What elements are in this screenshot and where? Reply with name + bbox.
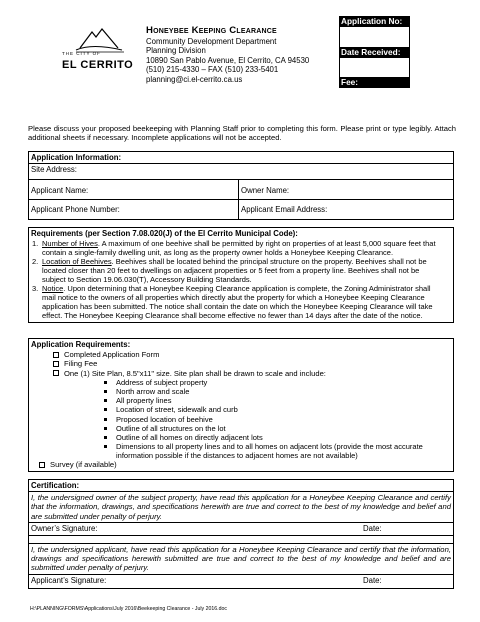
section-heading: Application Requirements: — [31, 340, 131, 349]
applicant-date-field[interactable]: Date: — [363, 575, 382, 585]
list-item — [104, 387, 441, 396]
checklist-item[interactable] — [29, 359, 453, 368]
site-plan-list — [29, 378, 453, 460]
item-text — [42, 257, 453, 284]
divider — [29, 536, 453, 544]
checkbox[interactable] — [53, 370, 59, 376]
list-item — [32, 284, 453, 320]
checkbox[interactable] — [53, 361, 59, 367]
checklist-item[interactable] — [29, 369, 453, 378]
application-requirements-section — [28, 338, 454, 472]
list-item — [104, 396, 441, 405]
list-item-label: Address of subject property — [116, 377, 208, 387]
owner-name-field[interactable]: Owner Name: — [241, 186, 290, 196]
item-description: . A maximum of one beehive shall be permitted by right on properties of at least 5,000 square feet that contain a single-family dwelling unit, as long as the property owner holds a Honeybee Keeping Clearance. — [42, 239, 436, 258]
phone-fax-line: (510) 215-4330 – FAX (510) 233-5401 — [146, 65, 279, 74]
item-description: . Beehives shall be located behind the principal structure on the property. Beehives shall not be located closer than 20 feet to dwellings on adjacent properties or 5 feet from a property line. Beehives shall not be subject to Section 19.06.030(T), Accessory Building Standards. — [42, 257, 427, 285]
checklist-item[interactable] — [29, 350, 453, 359]
bullet-icon — [104, 399, 107, 402]
requirements-list — [29, 239, 453, 320]
list-item — [104, 433, 441, 442]
certification-section — [28, 479, 454, 589]
item-name: Location of Beehives — [42, 257, 112, 267]
date-received-field[interactable] — [339, 58, 410, 77]
section-heading: Application Information: — [31, 153, 122, 162]
fee-label: Fee: — [339, 77, 410, 88]
bullet-icon — [104, 427, 107, 430]
email-line: planning@ci.el-cerrito.ca.us — [146, 74, 243, 84]
section-heading: Certification: — [29, 480, 453, 492]
intro-text: Please discuss your proposed beekeeping with Planning Staff prior to completing this form. Please print or type legibly. Attach additional sheets if necessary. Incomplete applications will not be accepted. — [28, 124, 456, 143]
bullet-icon — [104, 390, 107, 393]
file-path-footer: H:\PLANNING\FORMS\Applications\July 2016\Beekeeping Clearance - July 2016.doc — [30, 606, 227, 612]
logo-wordmark: EL CERRITO — [62, 59, 134, 71]
application-no-label: Application No: — [339, 16, 410, 27]
list-item — [104, 424, 441, 433]
requirements-section — [28, 227, 454, 323]
item-description: . Upon determining that a Honeybee Keeping Clearance application is complete, the Zoning Administrator shall mail notice to the owners of all properties which directly abut the property for which a Honeybee Keeping Clearance application has been submitted. The notice shall contain the date on which the Honeybee Keeping Clearance will take effect. The Honeybee Keeping Clearance shall become effective no fewer than 14 days after the date of the notice. — [42, 284, 433, 321]
city-logo — [62, 26, 132, 74]
checklist-label: Completed Application Form — [64, 350, 160, 360]
item-name: Notice — [42, 284, 64, 294]
applicant-signature-field[interactable]: Applicant’s Signature: — [31, 575, 107, 585]
item-number: 3. — [32, 284, 39, 294]
department-name: Community Development Department — [146, 36, 277, 46]
list-item — [104, 442, 441, 460]
list-item — [104, 405, 441, 414]
checklist-label: Survey (if available) — [50, 460, 117, 470]
list-item — [104, 378, 441, 387]
division-name: Planning Division — [146, 46, 206, 55]
checklist-label: Filing Fee — [64, 359, 98, 369]
site-address-row[interactable] — [29, 163, 453, 179]
checkbox[interactable] — [53, 352, 59, 358]
office-use-box — [339, 16, 410, 88]
application-no-field[interactable] — [339, 27, 410, 47]
list-item-label: Dimensions to all property lines and to all homes on adjacent lots (provide the most accurate information possible if the distances to adjacent homes are not available) — [116, 441, 423, 461]
bullet-icon — [104, 445, 107, 448]
checklist-item[interactable] — [29, 460, 453, 469]
item-number: 1. — [32, 239, 39, 249]
list-item — [32, 239, 453, 257]
list-item — [104, 415, 441, 424]
list-item-label: North arrow and scale — [116, 387, 190, 397]
item-text — [42, 239, 453, 257]
site-address-field[interactable]: Site Address: — [31, 165, 77, 175]
owner-signature-row[interactable] — [29, 522, 453, 536]
applicant-email-field[interactable]: Applicant Email Address: — [241, 205, 328, 215]
list-item-label: Location of street, sidewalk and curb — [116, 405, 238, 415]
applicant-signature-row[interactable] — [29, 574, 453, 588]
bullet-icon — [104, 408, 107, 411]
item-number: 2. — [32, 257, 39, 267]
date-received-label: Date Received: — [339, 47, 410, 58]
applicant-statement: I, the undersigned applicant, have read this application for a Honeybee Keeping Clearance and certify that the information, drawings and specifications herewith submitted are true and correct to the best of my knowledge and belief and are submitted under penalty of perjury. — [31, 544, 451, 573]
application-information-section — [28, 151, 454, 220]
list-item-label: Outline of all homes on directly adjacent lots — [116, 432, 263, 442]
owner-signature-field[interactable]: Owner’s Signature: — [31, 523, 98, 533]
owner-statement: I, the undersigned owner of the subject property, have read this application for a Honeybee Keeping Clearance and certify that the information, drawings, and specifications herewith are true and correct to the best of my knowledge and belief and are submitted under penalty of perjury. — [31, 493, 451, 521]
checklist-label: One (1) Site Plan, 8.5"x11" size. Site plan shall be drawn to scale and include: — [64, 368, 326, 378]
bullet-icon — [104, 436, 107, 439]
applicant-phone-field[interactable]: Applicant Phone Number: — [29, 200, 239, 219]
section-heading: Requirements (per Section 7.08.020(J) of the El Cerrito Municipal Code): — [31, 229, 298, 238]
logo-small-text: THE CITY OF — [62, 51, 101, 56]
bullet-icon — [104, 381, 107, 384]
address-line: 10890 San Pablo Avenue, El Cerrito, CA 94530 — [146, 55, 310, 65]
applicant-name-field[interactable]: Applicant Name: — [29, 180, 239, 199]
department-header — [146, 25, 346, 84]
list-item — [32, 257, 453, 284]
owner-date-field[interactable]: Date: — [363, 523, 382, 533]
bullet-icon — [104, 418, 107, 421]
contact-row — [29, 199, 453, 219]
list-item-label: Proposed location of beehive — [116, 414, 213, 424]
item-text — [42, 284, 453, 320]
item-name: Number of Hives — [42, 239, 98, 249]
list-item-label: Outline of all structures on the lot — [116, 423, 226, 433]
list-item-label: All property lines — [116, 396, 172, 406]
checkbox[interactable] — [39, 462, 45, 468]
name-row — [29, 179, 453, 199]
form-title: Honeybee Keeping Clearance — [146, 25, 277, 36]
